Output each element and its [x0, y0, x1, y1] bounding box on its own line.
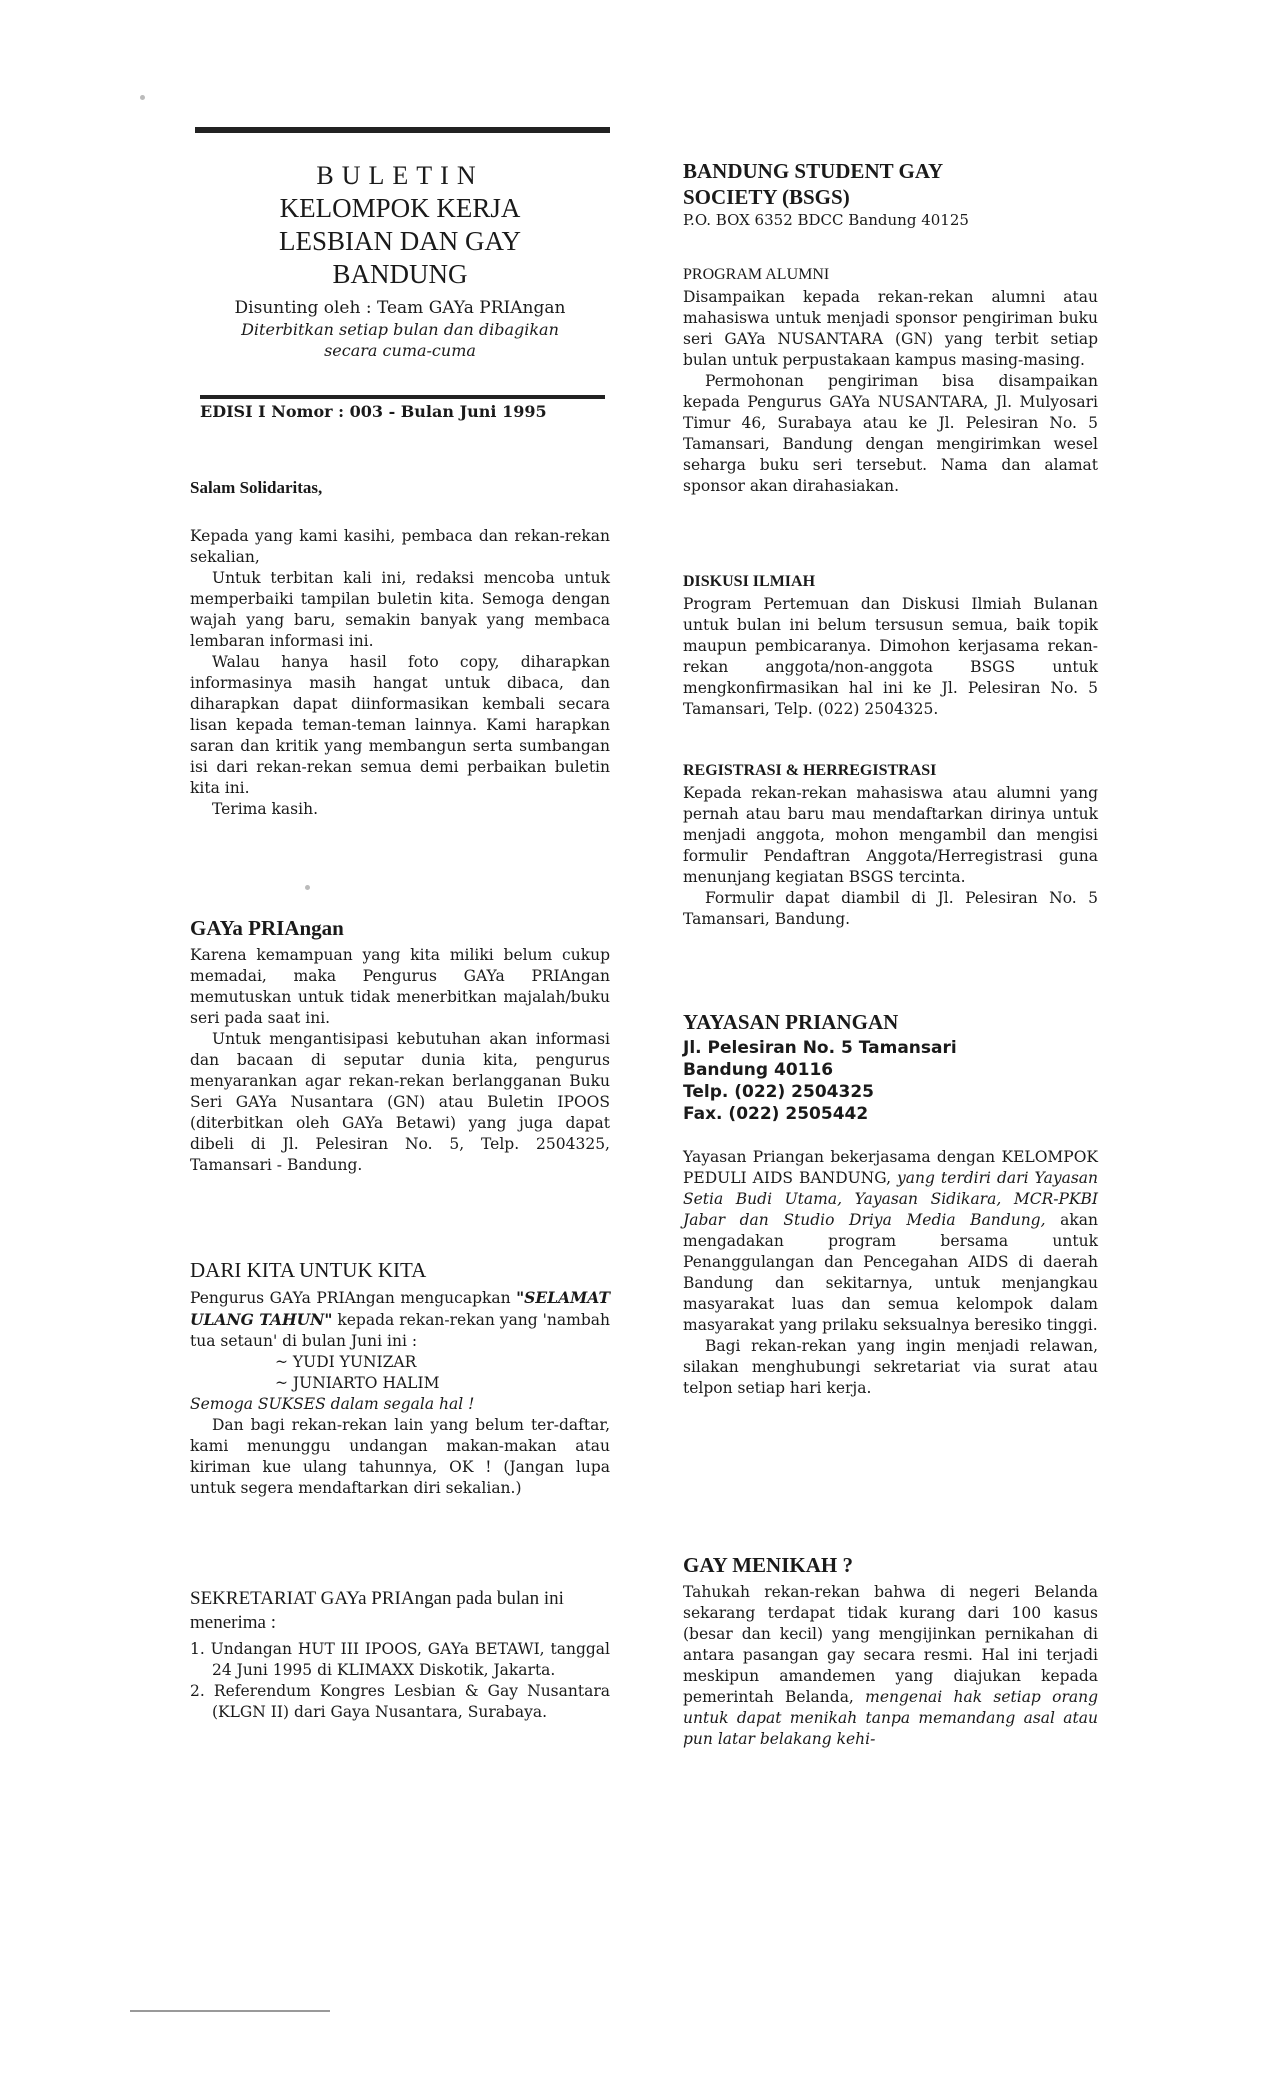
- masthead: [190, 160, 610, 361]
- yayasan-address-2: Bandung 40116: [683, 1060, 834, 1080]
- diskusi-paragraph-1: Program Pertemuan dan Diskusi Ilmiah Bulanan untuk bulan ini belum tersusun semua, baik topik maupun pembicaranya. Dimohon kerjasama rekan-rekan anggota/non-anggota BSGS untuk mengkonfirmasikan hal ini ke Jl. Pelesiran No. 5 Tamansari, Telp. (022) 2504325.: [683, 595, 1098, 718]
- bsgs-pobox: P.O. BOX 6352 BDCC Bandung 40125: [683, 211, 969, 229]
- sekretariat-heading: SEKRETARIAT GAYa PRIAngan pada bulan ini menerima :: [190, 1588, 564, 1633]
- salam-paragraph-4: Terima kasih.: [212, 800, 318, 818]
- scan-speck: [140, 95, 145, 100]
- birthday-name-1: ~ YUDI YUNIZAR: [275, 1353, 417, 1371]
- registrasi-paragraph-2: Formulir dapat diambil di Jl. Pelesiran No. 5 Tamansari, Bandung.: [683, 889, 1098, 928]
- salam-paragraph-2: Untuk terbitan kali ini, redaksi mencoba untuk memperbaiki tampilan buletin kita. Semoga dengan wajah yang baru, semakin banyak yang membaca lembaran informasi ini.: [190, 569, 610, 650]
- registrasi-heading: REGISTRASI & HERREGISTRASI: [683, 762, 937, 779]
- menikah-paragraph-1: [683, 1582, 1098, 1750]
- dari-p1-emphasis: "SELAMAT ULANG TAHUN": [190, 1288, 610, 1329]
- scan-speck: [305, 885, 310, 890]
- yayasan-p1-italic: yang terdiri dari Yayasan Setia Budi Utama, Yayasan Sidikara, MCR-PKBI Jabar dan Studio Driya Media Bandung,: [683, 1169, 1098, 1229]
- dari-heading: DARI KITA UNTUK KITA: [190, 1258, 427, 1282]
- yayasan-paragraph-1: [683, 1147, 1098, 1336]
- masthead-title-line2: KELOMPOK KERJA: [279, 193, 521, 223]
- yayasan-p1-text: Yayasan Priangan bekerjasama dengan KELOMPOK PEDULI AIDS BANDUNG,: [683, 1148, 1098, 1187]
- alumni-paragraph-2: Permohonan pengiriman bisa disampaikan kepada Pengurus GAYa NUSANTARA, Jl. Mulyosari Timur 46, Surabaya atau ke Jl. Pelesiran No. 5 Tamansari, Bandung dengan mengirimkan wesel seharga buku seri tersebut. Nama dan alamat sponsor akan dirahasiakan.: [683, 372, 1098, 495]
- menikah-p1-italic: mengenai hak setiap orang untuk dapat menikah tanpa memandang asal atau pun latar belakang kehi-: [683, 1688, 1098, 1748]
- yayasan-fax: Fax. (022) 2505442: [683, 1104, 869, 1124]
- dari-p1-text: Pengurus GAYa PRIAngan mengucapkan: [190, 1289, 517, 1307]
- diskusi-heading: DISKUSI ILMIAH: [683, 573, 816, 590]
- section-bsgs: [683, 158, 1098, 231]
- masthead-top-rule: [195, 127, 610, 133]
- yayasan-paragraph-2: Bagi rekan-rekan yang ingin menjadi relawan, silakan menghubungi sekretariat via surat atau telpon setiap hari kerja.: [683, 1337, 1098, 1397]
- dari-p1-text-end: kepada rekan-rekan yang 'nambah tua setaun' di bulan Juni ini :: [190, 1311, 610, 1350]
- dari-paragraph-1: [190, 1287, 610, 1352]
- alumni-heading: PROGRAM ALUMNI: [683, 266, 830, 283]
- section-diskusi: [683, 573, 1098, 720]
- yayasan-p1-text-end: akan mengadakan program bersama untuk Penanggulangan dan Pencegahan AIDS di daerah Bandung dan sekitarnya, untuk menjangkau masyarakat luas dan semua kelompok dalam masyarakat yang prilaku seksualnya beresiko tinggi.: [683, 1211, 1098, 1334]
- gaya-heading: GAYa PRIAngan: [190, 916, 344, 940]
- section-gaya: [190, 916, 610, 1176]
- salam-paragraph-1: Kepada yang kami kasihi, pembaca dan rekan-rekan sekalian,: [190, 527, 610, 566]
- section-sekretariat: [190, 1587, 610, 1723]
- sekretariat-item-2: 2. Referendum Kongres Lesbian & Gay Nusantara (KLGN II) dari Gaya Nusantara, Surabaya.: [190, 1682, 610, 1721]
- section-alumni: [683, 266, 1098, 497]
- edition-line: EDISI I Nomor : 003 - Bulan Juni 1995: [200, 402, 547, 421]
- birthday-name-2: ~ JUNIARTO HALIM: [275, 1374, 440, 1392]
- section-gay-menikah: [683, 1553, 1098, 1750]
- section-yayasan: [683, 1010, 1098, 1399]
- section-dari-kita: [190, 1258, 610, 1499]
- masthead-title-buletin: BULETIN: [316, 161, 484, 190]
- salam-heading: Salam Solidaritas,: [190, 478, 323, 497]
- dari-wish: Semoga SUKSES dalam segala hal !: [190, 1395, 475, 1413]
- bsgs-heading-2: SOCIETY (BSGS): [683, 185, 850, 209]
- menikah-p1-text: Tahukah rekan-rekan bahwa di negeri Belanda sekarang terdapat tidak kurang dari 100 kasus (besar dan kecil) yang mengijinkan pernikahan di antara pasangan gay secara resmi. Hal ini terjadi meskipun amandemen yang diajukan kepada pemerintah Belanda,: [683, 1583, 1098, 1706]
- dari-paragraph-2: Dan bagi rekan-rekan lain yang belum ter-daftar, kami menunggu undangan makan-makan atau kiriman kue ulang tahunnya, OK ! (Jangan lupa untuk segera mendaftarkan diri sekalian.): [190, 1416, 610, 1497]
- alumni-paragraph-1: Disampaikan kepada rekan-rekan alumni atau mahasiswa untuk menjadi sponsor pengiriman buku seri GAYa NUSANTARA (GN) yang terbit setiap bulan untuk perpustakaan kampus masing-masing.: [683, 288, 1098, 369]
- bsgs-heading-1: BANDUNG STUDENT GAY: [683, 159, 944, 183]
- masthead-title-line3: LESBIAN DAN GAY: [278, 226, 521, 256]
- gaya-paragraph-1: Karena kemampuan yang kita miliki belum cukup memadai, maka Pengurus GAYa PRIAngan memutuskan untuk tidak menerbitkan majalah/buku seri pada saat ini.: [190, 946, 610, 1027]
- edition-rule: [200, 395, 605, 399]
- masthead-title-line4: BANDUNG: [332, 259, 468, 289]
- registrasi-paragraph-1: Kepada rekan-rekan mahasiswa atau alumni yang pernah atau baru mau mendaftarkan dirinya untuk menjadi anggota, mohon mengambil dan mengisi formulir Pendaftran Anggota/Herregistrasi guna menunjang kegiatan BSGS tercinta.: [683, 784, 1098, 886]
- masthead-tagline-1: Diterbitkan setiap bulan dan dibagikan: [241, 320, 559, 339]
- sekretariat-list: [190, 1639, 610, 1723]
- salam-paragraph-3: Walau hanya hasil foto copy, diharapkan informasinya masih hangat untuk dibaca, dan diharapkan dapat diinformasikan kembali secara lisan kepada teman-teman lainnya. Kami harapkan saran dan kritik yang membangun serta sumbangan isi dari rekan-rekan semua demi perbaikan buletin kita ini.: [190, 653, 610, 797]
- bottom-scan-line: [130, 2010, 330, 2012]
- yayasan-heading: YAYASAN PRIANGAN: [683, 1010, 899, 1034]
- yayasan-phone: Telp. (022) 2504325: [683, 1082, 874, 1102]
- sekretariat-item-1: 1. Undangan HUT III IPOOS, GAYa BETAWI, tanggal 24 Juni 1995 di KLIMAXX Diskotik, Jakarta.: [190, 1640, 610, 1679]
- section-registrasi: [683, 762, 1098, 930]
- gaya-paragraph-2: Untuk mengantisipasi kebutuhan akan informasi dan bacaan di seputar dunia kita, pengurus menyarankan agar rekan-rekan berlangganan Buku Seri GAYa Nusantara (GN) atau Buletin IPOOS (diterbitkan oleh GAYa Betawi) yang juga dapat dibeli di Jl. Pelesiran No. 5, Telp. 2504325, Tamansari - Bandung.: [190, 1030, 610, 1174]
- section-salam: [190, 478, 610, 820]
- menikah-heading: GAY MENIKAH ?: [683, 1553, 853, 1577]
- masthead-tagline-2: secara cuma-cuma: [324, 341, 476, 360]
- yayasan-address-1: Jl. Pelesiran No. 5 Tamansari: [683, 1038, 957, 1058]
- masthead-editor: Disunting oleh : Team GAYa PRIAngan: [234, 298, 566, 318]
